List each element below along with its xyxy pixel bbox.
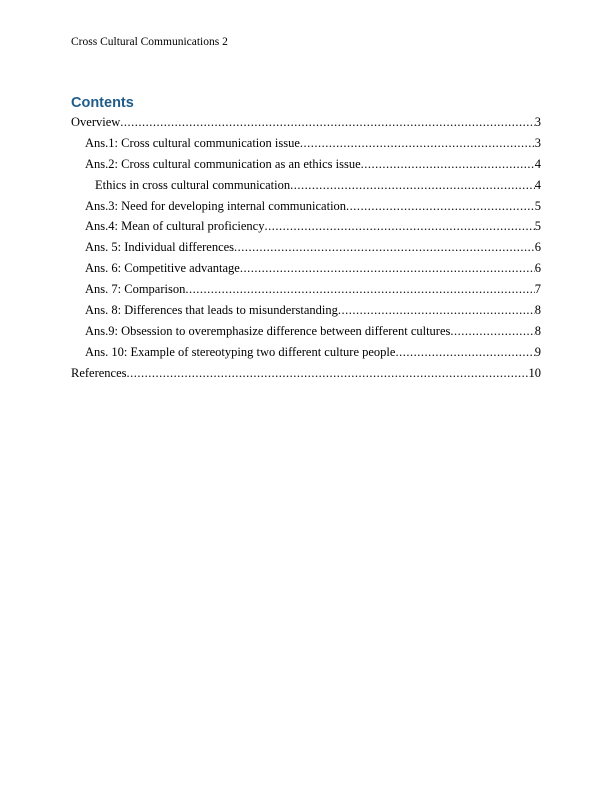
toc-entry-page-number: 4 (534, 177, 541, 192)
toc-entry-label: Ans. 7: Comparison (85, 282, 186, 297)
toc-entry-page-number: 5 (534, 198, 541, 213)
toc-entry-label: Ans.9: Obsession to overemphasize difference between different cultures (85, 323, 451, 338)
toc-entry-page-number: 5 (534, 219, 541, 234)
toc-entry (71, 363, 541, 384)
toc-entry (71, 112, 541, 133)
toc-entry-page-number: 6 (534, 261, 541, 276)
toc-entry-label: Ans.1: Cross cultural communication issue (85, 135, 300, 150)
toc-entry (71, 321, 541, 342)
toc-entry-page-number: 4 (534, 156, 541, 171)
contents-heading: Contents (71, 95, 134, 111)
dot-leader (127, 363, 529, 384)
toc-entry-label: Ans. 10: Example of stereotyping two different culture people (85, 344, 396, 359)
toc-entry (71, 133, 541, 154)
toc-entry-label: Ans. 8: Differences that leads to misunderstanding (85, 303, 338, 318)
dot-leader (338, 300, 535, 321)
toc-entry-page-number: 9 (534, 344, 541, 359)
toc-entry (71, 216, 541, 237)
toc-entry (71, 279, 541, 300)
toc-entry (71, 237, 541, 258)
toc-entry (71, 258, 541, 279)
toc-entry-label: Ans.4: Mean of cultural proficiency (85, 219, 265, 234)
toc-entry (71, 196, 541, 217)
toc-entry (71, 154, 541, 175)
dot-leader (290, 175, 535, 196)
dot-leader (185, 279, 534, 300)
dot-leader (450, 321, 534, 342)
dot-leader (361, 154, 535, 175)
toc-entry (71, 175, 541, 196)
toc-entry-label: Ans. 5: Individual differences (85, 240, 235, 255)
dot-leader (395, 342, 534, 363)
toc-entry (71, 342, 541, 363)
toc-entry-label: Ans.3: Need for developing internal communication (85, 198, 347, 213)
toc-entry (71, 300, 541, 321)
toc-entry-label: References (71, 365, 127, 380)
toc-entry-label: Overview (71, 115, 121, 129)
dot-leader (234, 237, 535, 258)
toc-entry-label: Ethics in cross cultural communication (95, 177, 291, 192)
dot-leader (264, 216, 534, 237)
dot-leader (120, 112, 534, 133)
toc-entry-page-number: 3 (534, 135, 541, 150)
toc-entry-label: Ans. 6: Competitive advantage (85, 261, 240, 276)
toc-entry-page-number: 6 (534, 240, 541, 255)
toc-entry-label: Ans.2: Cross cultural communication as an ethics issue (85, 156, 361, 171)
table-of-contents (71, 112, 541, 384)
dot-leader (240, 258, 535, 279)
page-header (71, 36, 228, 48)
toc-entry-page-number: 8 (534, 323, 541, 338)
toc-entry-page-number: 8 (534, 303, 541, 318)
dot-leader (346, 196, 535, 217)
toc-entry-page-number: 3 (534, 115, 541, 129)
dot-leader (300, 133, 535, 154)
toc-entry-page-number: 10 (528, 365, 541, 380)
toc-entry-page-number: 7 (534, 282, 541, 297)
header-title: Cross Cultural Communications 2 (71, 36, 228, 48)
